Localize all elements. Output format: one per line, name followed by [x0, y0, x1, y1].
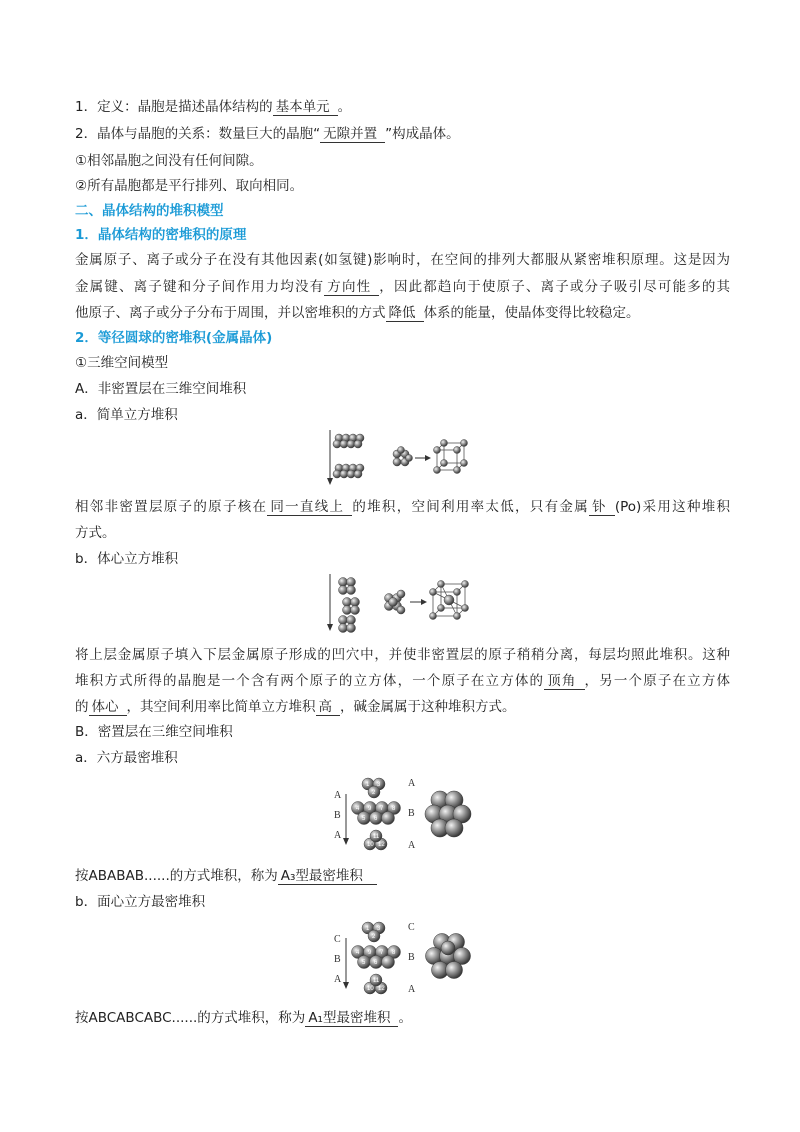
hcp-number-8: 8 [392, 806, 396, 812]
fcc-left-label-3: A [334, 974, 342, 985]
hcp-number-11: 11 [373, 834, 380, 840]
paragraph-text: 的堆积，空间利用率太低，只有金属 [352, 499, 590, 515]
hcp-number-5: 5 [362, 816, 366, 822]
paragraph-line [75, 277, 730, 297]
hcp-number-4: 4 [356, 806, 360, 812]
paragraph-text: 按ABABAB......的方式堆积，称为 [75, 868, 278, 884]
paragraph-text: ，其空间利用率比简单立方堆积 [126, 699, 316, 715]
item-heading: a．六方最密堆积 [75, 750, 178, 766]
fcc-left-label-2: B [334, 954, 341, 965]
paragraph-text: (Po)采用这种堆积 [614, 499, 731, 515]
relation-suffix: ”构成晶体。 [385, 126, 460, 142]
fcc-number-1: 1 [366, 926, 370, 932]
item-heading: b．体心立方堆积 [75, 551, 179, 567]
fill-blank: 体心 [89, 699, 127, 716]
hcp-number-3: 3 [377, 782, 381, 788]
item-heading: a．简单立方堆积 [75, 407, 178, 423]
subsection-heading: 1．晶体结构的密堆积的原理 [75, 227, 247, 243]
paragraph-line [75, 671, 730, 691]
hcp-right-label-3: A [408, 840, 416, 851]
fill-blank: 高 [316, 699, 341, 716]
paragraph-text: ，因此都趋向于使原子、离子或分子吸引尽可能多的其 [379, 279, 731, 295]
hcp-number-10: 10 [367, 842, 374, 848]
hcp-number-2: 2 [372, 790, 376, 796]
hcp-right-label-2: B [408, 808, 415, 819]
relation-point-2: ②所有晶胞都是平行排列、取向相同。 [75, 178, 304, 194]
paragraph-text: 金属键、离子键和分子间作用力均没有 [75, 279, 325, 295]
paragraph-line: 方式。 [75, 525, 116, 541]
definition-text: 1．定义：晶胞是描述晶体结构的 [75, 99, 273, 115]
hcp-number-7: 7 [380, 806, 384, 812]
fill-blank: 无隙并置 [320, 126, 385, 143]
fill-blank: 基本单元 [273, 99, 338, 116]
paragraph-text: ，另一个原子在立方体 [584, 673, 731, 689]
paragraph-line: 将上层金属原子填入下层金属原子形成的凹穴中，并使非密置层的原子稍稍分离，每层均照此堆积。这种 [75, 647, 730, 663]
bcc-figure [325, 572, 475, 634]
paragraph-text: 相邻非密置层原子的原子核在 [75, 499, 268, 515]
paragraph-line [75, 1008, 730, 1028]
paragraph-text: 。 [398, 1010, 412, 1026]
fcc-number-3: 3 [377, 926, 381, 932]
fill-blank: A₁型最密堆积 [305, 1010, 398, 1027]
fcc-number-6: 6 [374, 960, 378, 966]
definition-line [75, 97, 730, 117]
item-heading: b．面心立方最密堆积 [75, 894, 206, 910]
simple-cubic-figure [325, 428, 475, 488]
subsection-heading: 2．等径圆球的密堆积(金属晶体) [75, 330, 273, 346]
fcc-left-label-1: C [334, 934, 341, 945]
category-heading: B．密置层在三维空间堆积 [75, 724, 233, 740]
paragraph-line [75, 497, 730, 517]
paragraph-line [75, 697, 730, 717]
fill-blank: 顶角 [544, 673, 584, 690]
hcp-left-label-1: A [334, 790, 342, 801]
fcc-number-4: 4 [356, 950, 360, 956]
fill-blank: 钋 [589, 499, 615, 516]
paragraph-line [75, 303, 730, 323]
hcp-number-12: 12 [378, 842, 385, 848]
hcp-figure [330, 772, 476, 858]
paragraph-line: 金属原子、离子或分子在没有其他因素(如氢键)影响时，在空间的排列大都服从紧密堆积原理。这是因为 [75, 252, 730, 268]
hcp-left-label-3: A [334, 830, 342, 841]
hcp-number-1: 1 [366, 782, 370, 788]
relation-point-1: ①相邻晶胞之间没有任何间隙。 [75, 153, 263, 169]
fill-blank: 同一直线上 [267, 499, 352, 516]
paragraph-text: 他原子、离子或分子分布于周围，并以密堆积的方式 [75, 305, 386, 321]
fill-blank: 方向性 [324, 279, 379, 296]
fcc-number-5: 5 [362, 960, 366, 966]
fcc-number-7: 7 [380, 950, 384, 956]
hcp-right-label-1: A [408, 778, 416, 789]
hcp-left-label-2: B [334, 810, 341, 821]
model-heading: ①三维空间模型 [75, 355, 169, 371]
paragraph-text: 堆积方式所得的晶胞是一个含有两个原子的立方体，一个原子在立方体的 [75, 673, 545, 689]
category-heading: A．非密置层在三维空间堆积 [75, 381, 247, 397]
fcc-figure [330, 916, 476, 1002]
fill-blank: A₃型最密堆积 [278, 868, 377, 885]
fcc-number-10: 10 [367, 986, 374, 992]
relation-line [75, 124, 730, 144]
paragraph-text: 按ABCABCABC......的方式堆积，称为 [75, 1010, 306, 1026]
fill-blank: 降低 [386, 305, 424, 322]
relation-text: 2．晶体与晶胞的关系：数量巨大的晶胞“ [75, 126, 321, 142]
fcc-number-9: 9 [368, 950, 372, 956]
fcc-number-12: 12 [378, 986, 385, 992]
fcc-right-label-2: B [408, 952, 415, 963]
fcc-number-8: 8 [392, 950, 396, 956]
hcp-number-9: 9 [368, 806, 372, 812]
paragraph-text: 的 [75, 699, 89, 715]
section-heading: 二、晶体结构的堆积模型 [75, 203, 224, 219]
paragraph-line [75, 866, 730, 886]
definition-suffix: 。 [337, 99, 352, 115]
paragraph-text: ，碱金属属于这种堆积方式。 [340, 699, 516, 715]
hcp-number-6: 6 [374, 816, 378, 822]
paragraph-text: 体系的能量，使晶体变得比较稳定。 [423, 305, 640, 321]
fcc-number-11: 11 [373, 978, 380, 984]
fcc-right-label-1: C [408, 922, 415, 933]
fcc-number-2: 2 [372, 934, 376, 940]
fcc-right-label-3: A [408, 984, 416, 995]
